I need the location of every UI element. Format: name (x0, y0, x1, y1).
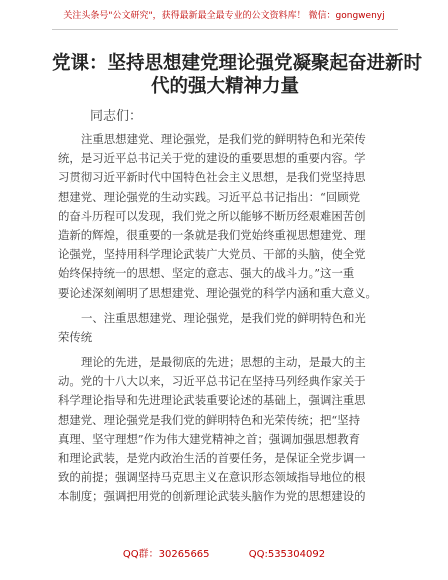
header-note: 关注头条号"公文研究"，获得最新最全最专业的公文资料库！ 微信：gongwenyj (63, 11, 385, 21)
text-line: 始终保持统一的思想、坚定的意志、强大的战斗力。”这一重 (58, 266, 355, 281)
text-line: 的奋斗历程可以发现，我们党之所以能够不断历经艰难困苦创 (58, 208, 366, 223)
footer-qq: QQ:535304092 (248, 549, 326, 560)
text-line: 造新的辉煌，很重要的一条就是我们党始终重视思想建党、理 (58, 227, 366, 242)
footer (0, 545, 448, 560)
text-line: 论强党，坚持用科学理论武装广大党员、干部的头脑，使全党 (58, 247, 366, 262)
document-title (52, 52, 423, 98)
text-line: 真理、坚守理想”作为伟大建党精神之首；强调加强思想教育 (58, 431, 360, 446)
text-line: 要论述深刻阐明了思想建党、理论强党的科学内涵和重大意义。 (58, 285, 377, 300)
text-line: 习贯彻习近平新时代中国特色社会主义思想，是我们党坚持思 (58, 170, 366, 185)
text-line: 一、注重思想建党、理论强党，是我们党的鲜明特色和光 (81, 311, 366, 325)
header-divider (52, 29, 398, 30)
text-line: 荣传统 (58, 330, 93, 345)
footer-qq-group: QQ群：30265665 (122, 549, 210, 560)
text-line: 想建党、理论强党是我们党的鲜明特色和光荣传统；把“坚持 (58, 412, 360, 427)
text-line: 本制度；强调把用党的创新理论武装头脑作为党的思想建设的 (58, 489, 366, 504)
paragraph-1 (58, 130, 392, 303)
text-line: 和理论武装，是党内政治生活的首要任务，是保证全党步调一 (58, 450, 366, 465)
text-line: 致的前提；强调坚持马克思主义在意识形态领域指导地位的根 (58, 470, 366, 485)
text-line: 理论的先进，是最彻底的先进；思想的主动，是最大的主 (81, 355, 366, 369)
text-line: 动。党的十八大以来，习近平总书记在坚持马列经典作家关于 (58, 374, 366, 389)
text-line: 统，是习近平总书记关于党的建设的重要思想的重要内容。学 (58, 151, 366, 166)
text-line: 想建党、理论强党的生动实践。习近平总书记指出：“回顾党 (58, 189, 360, 204)
title-line-2: 代的强大精神力量 (150, 76, 299, 97)
salutation: 同志们： (90, 109, 143, 124)
section-heading (58, 309, 392, 347)
text-line: 科学理论指导和先进理论武装重要论述的基础上，强调注重思 (58, 393, 366, 408)
title-line-1: 党课：坚持思想建党理论强党凝聚起奋进新时 (52, 53, 423, 74)
paragraph-2 (58, 353, 392, 507)
text-line: 注重思想建党、理论强党，是我们党的鲜明特色和光荣传 (81, 132, 366, 146)
